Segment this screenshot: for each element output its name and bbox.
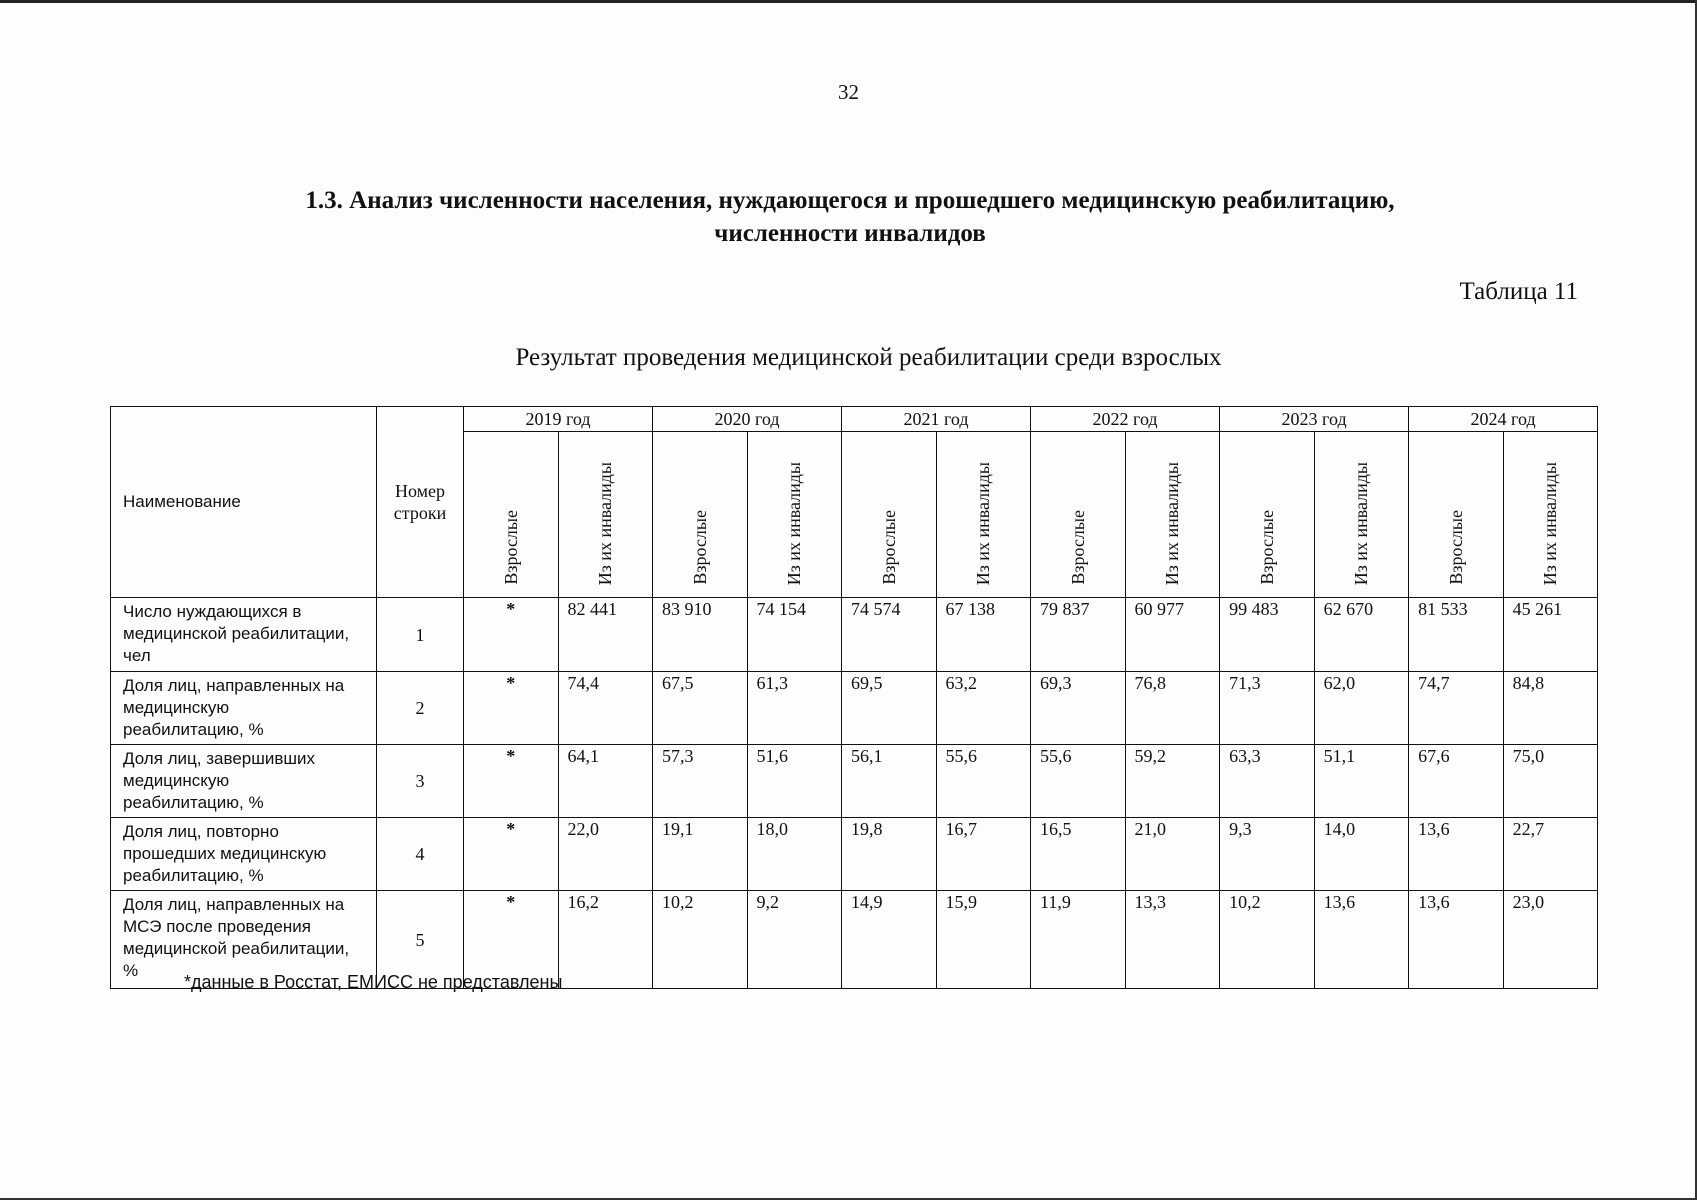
value-cell: 51,6	[747, 745, 842, 818]
value-cell: 56,1	[842, 745, 937, 818]
row-number: 5	[377, 891, 464, 989]
value-cell: 9,3	[1220, 818, 1315, 891]
value-cell: 61,3	[747, 672, 842, 745]
value-cell: 76,8	[1125, 672, 1220, 745]
header-disabled	[1125, 432, 1220, 598]
value-cell: 64,1	[558, 745, 653, 818]
header-year: 2023 год	[1220, 407, 1409, 432]
row-name-line: медицинской реабилитации,	[123, 624, 350, 643]
row-name-line: Доля лиц, повторно	[123, 822, 279, 841]
header-subcolumn-label: Из их инвалиды	[1540, 461, 1561, 585]
row-name-line: %	[123, 961, 139, 980]
header-subcolumn-label: Из их инвалиды	[595, 461, 616, 585]
header-adults	[1409, 432, 1504, 598]
value-cell: 15,9	[936, 891, 1031, 989]
header-row-number-line-2: строки	[393, 503, 447, 523]
value-cell: 14,9	[842, 891, 937, 989]
value-cell: 21,0	[1125, 818, 1220, 891]
value-cell: 18,0	[747, 818, 842, 891]
row-name-line: чел	[123, 646, 151, 665]
value-cell: 23,0	[1503, 891, 1598, 989]
value-cell: 83 910	[653, 598, 748, 672]
row-name-line: Число нуждающихся в	[123, 602, 302, 621]
row-name	[111, 672, 377, 745]
value-cell: 14,0	[1314, 818, 1409, 891]
value-cell: 79 837	[1031, 598, 1126, 672]
value-cell: 11,9	[1031, 891, 1126, 989]
value-cell: 67 138	[936, 598, 1031, 672]
value-cell: 16,5	[1031, 818, 1126, 891]
header-row-years	[111, 407, 1598, 432]
value-cell: 62 670	[1314, 598, 1409, 672]
row-name-line: Доля лиц, направленных на	[123, 895, 345, 914]
value-cell: 60 977	[1125, 598, 1220, 672]
header-adults	[1031, 432, 1126, 598]
value-cell: 67,6	[1409, 745, 1504, 818]
header-disabled	[747, 432, 842, 598]
value-cell: 57,3	[653, 745, 748, 818]
header-adults	[842, 432, 937, 598]
header-subcolumn-label: Взрослые	[500, 510, 521, 585]
value-cell: 59,2	[1125, 745, 1220, 818]
value-cell: *	[464, 745, 559, 818]
row-number: 2	[377, 672, 464, 745]
table-row	[111, 672, 1598, 745]
row-name-line: прошедших медицинскую	[123, 844, 327, 863]
value-cell: 63,3	[1220, 745, 1315, 818]
value-cell: 99 483	[1220, 598, 1315, 672]
rehabilitation-table	[110, 406, 1598, 989]
value-cell: 74 154	[747, 598, 842, 672]
table-row	[111, 598, 1598, 672]
section-heading-line-2: численности инвалидов	[714, 220, 986, 247]
header-subcolumn-label: Взрослые	[1256, 510, 1277, 585]
value-cell: 13,6	[1314, 891, 1409, 989]
header-year: 2022 год	[1031, 407, 1220, 432]
row-name-line: медицинской реабилитации,	[123, 939, 350, 958]
value-cell: 51,1	[1314, 745, 1409, 818]
header-year: 2021 год	[842, 407, 1031, 432]
header-subcolumn-label: Взрослые	[689, 510, 710, 585]
header-disabled	[936, 432, 1031, 598]
table-row	[111, 818, 1598, 891]
scan-border-top	[0, 0, 1697, 3]
header-subcolumn-label: Из их инвалиды	[973, 461, 994, 585]
header-row-number	[377, 407, 464, 598]
row-number: 3	[377, 745, 464, 818]
table-row	[111, 745, 1598, 818]
row-number: 1	[377, 598, 464, 672]
row-name	[111, 745, 377, 818]
row-name-line: медицинскую	[123, 771, 230, 790]
row-name-line: реабилитацию, %	[123, 793, 264, 812]
value-cell: 10,2	[653, 891, 748, 989]
header-disabled	[1503, 432, 1598, 598]
value-cell: 9,2	[747, 891, 842, 989]
table-label: Таблица 11	[1459, 278, 1578, 305]
value-cell: 19,1	[653, 818, 748, 891]
value-cell: *	[464, 891, 559, 989]
header-subcolumn-label: Из их инвалиды	[1351, 461, 1372, 585]
value-cell: *	[464, 818, 559, 891]
row-name	[111, 598, 377, 672]
value-cell: 74 574	[842, 598, 937, 672]
header-subcolumn-label: Из их инвалиды	[1162, 461, 1183, 585]
value-cell: 67,5	[653, 672, 748, 745]
value-cell: 55,6	[936, 745, 1031, 818]
value-cell: 75,0	[1503, 745, 1598, 818]
value-cell: 71,3	[1220, 672, 1315, 745]
value-cell: *	[464, 598, 559, 672]
header-row-number-line-1: Номер	[394, 481, 446, 501]
value-cell: 19,8	[842, 818, 937, 891]
value-cell: 82 441	[558, 598, 653, 672]
value-cell: 16,2	[558, 891, 653, 989]
table-title: Результат проведения медицинской реабилитации среди взрослых	[515, 344, 1222, 371]
value-cell: 13,6	[1409, 818, 1504, 891]
row-name-line: реабилитацию, %	[123, 866, 264, 885]
header-subcolumn-label: Взрослые	[1445, 510, 1466, 585]
value-cell: 16,7	[936, 818, 1031, 891]
value-cell: 22,7	[1503, 818, 1598, 891]
row-name-line: реабилитацию, %	[123, 720, 264, 739]
header-adults	[1220, 432, 1315, 598]
header-adults	[653, 432, 748, 598]
value-cell: 10,2	[1220, 891, 1315, 989]
row-name-line: МСЭ после проведения	[123, 917, 311, 936]
header-disabled	[558, 432, 653, 598]
value-cell: 13,6	[1409, 891, 1504, 989]
row-name	[111, 818, 377, 891]
section-heading-line-1: 1.3. Анализ численности населения, нуждающегося и прошедшего медицинскую реабилитацию,	[305, 187, 1395, 214]
header-subcolumn-label: Из их инвалиды	[784, 461, 805, 585]
header-subcolumn-label: Взрослые	[1067, 510, 1088, 585]
footnote: *данные в Росстат, ЕМИСС не представлены	[184, 972, 563, 992]
page-number: 32	[838, 80, 859, 104]
row-name-line: Доля лиц, завершивших	[123, 749, 316, 768]
row-number: 4	[377, 818, 464, 891]
value-cell: 69,5	[842, 672, 937, 745]
value-cell: 45 261	[1503, 598, 1598, 672]
value-cell: 62,0	[1314, 672, 1409, 745]
value-cell: 69,3	[1031, 672, 1126, 745]
value-cell: 22,0	[558, 818, 653, 891]
value-cell: 55,6	[1031, 745, 1126, 818]
header-name: Наименование	[111, 407, 377, 598]
row-name-line: Доля лиц, направленных на	[123, 676, 345, 695]
section-heading	[130, 184, 1570, 250]
value-cell: 74,4	[558, 672, 653, 745]
value-cell: 63,2	[936, 672, 1031, 745]
row-name-line: медицинскую	[123, 698, 230, 717]
header-subcolumn-label: Взрослые	[878, 510, 899, 585]
header-year: 2019 год	[464, 407, 653, 432]
value-cell: 74,7	[1409, 672, 1504, 745]
header-adults	[464, 432, 559, 598]
header-year: 2024 год	[1409, 407, 1598, 432]
value-cell: *	[464, 672, 559, 745]
header-year: 2020 год	[653, 407, 842, 432]
value-cell: 81 533	[1409, 598, 1504, 672]
header-disabled	[1314, 432, 1409, 598]
value-cell: 13,3	[1125, 891, 1220, 989]
value-cell: 84,8	[1503, 672, 1598, 745]
